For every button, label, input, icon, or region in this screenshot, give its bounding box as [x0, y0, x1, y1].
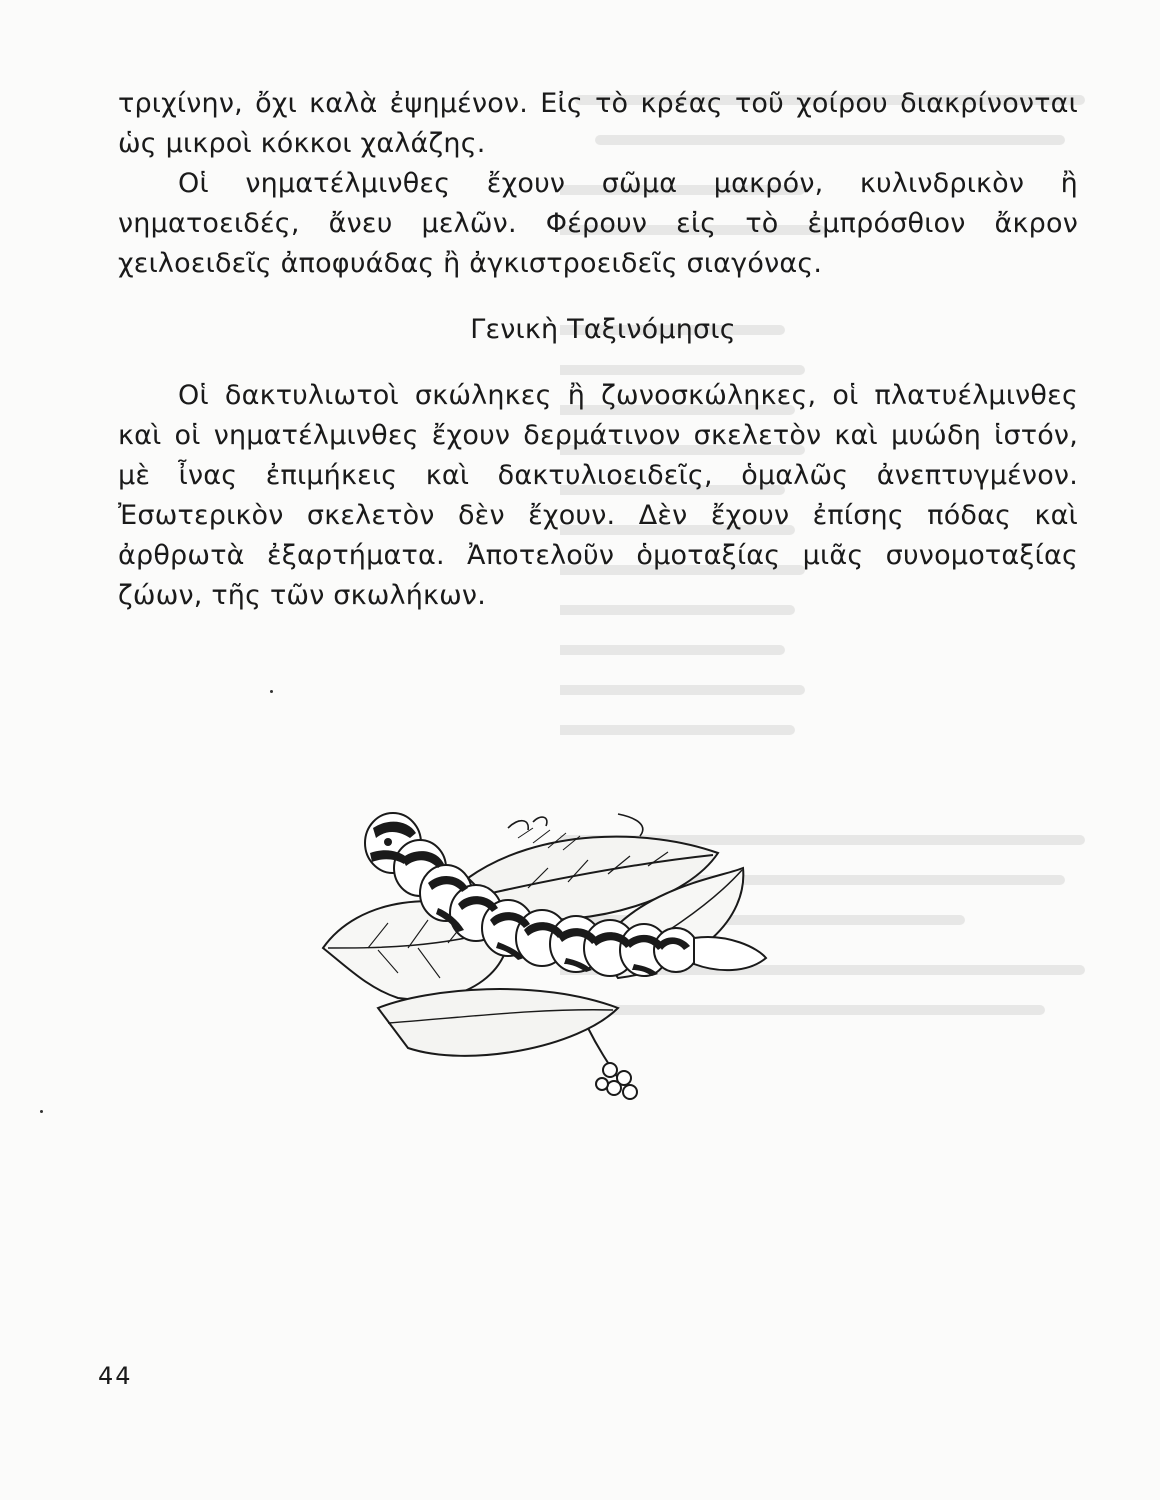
paragraph-continuation: τριχίνην, ὄχι καλὰ ἐψημένον. Εἰς τὸ κρέας τοῦ χοίρου διακρίνονται ὡς μικροὶ κόκκοι χαλάζης. — [118, 88, 1078, 159]
text-column — [118, 84, 1078, 616]
paragraph-classification: Οἱ δακτυλιωτοὶ σκώληκες ἢ ζωνοσκώληκες, οἱ πλατυέλμινθες καὶ οἱ νηματέλμινθες ἔχουν δερμάτινον σκελετὸν καὶ μυώδη ἱστόν, μὲ ἶνας ἐπιμήκεις καὶ δακτυλιοειδεῖς, ὁμαλῶς ἀνεπτυγμένον. Ἐσωτερικὸν σκελετὸν δὲν ἔχουν. Δὲν ἔχουν ἐπίσης πόδας καὶ ἀρθρωτὰ ἐξαρτήματα. Ἀποτελοῦν ὁμοταξίας μιᾶς συνομοταξίας ζώων, τῆς τῶν σκωλήκων. — [118, 380, 1078, 611]
page-number: 44 — [98, 1362, 133, 1390]
speck-mark — [270, 690, 273, 693]
paragraph-nematodes: Οἱ νηματέλμινθες ἔχουν σῶμα μακρόν, κυλινδρικὸν ἢ νηματοειδές, ἄνευ μελῶν. Φέρουν εἰς τὸ ἐμπρόσθιον ἄκρον χειλοειδεῖς ἀποφυάδας ἢ ἀγκιστροειδεῖς σιαγόνας. — [118, 168, 1078, 279]
section-heading: Γενικὴ Ταξινόμησις — [470, 314, 736, 345]
caterpillar-illustration — [318, 808, 778, 1110]
speck-mark — [40, 1110, 43, 1113]
